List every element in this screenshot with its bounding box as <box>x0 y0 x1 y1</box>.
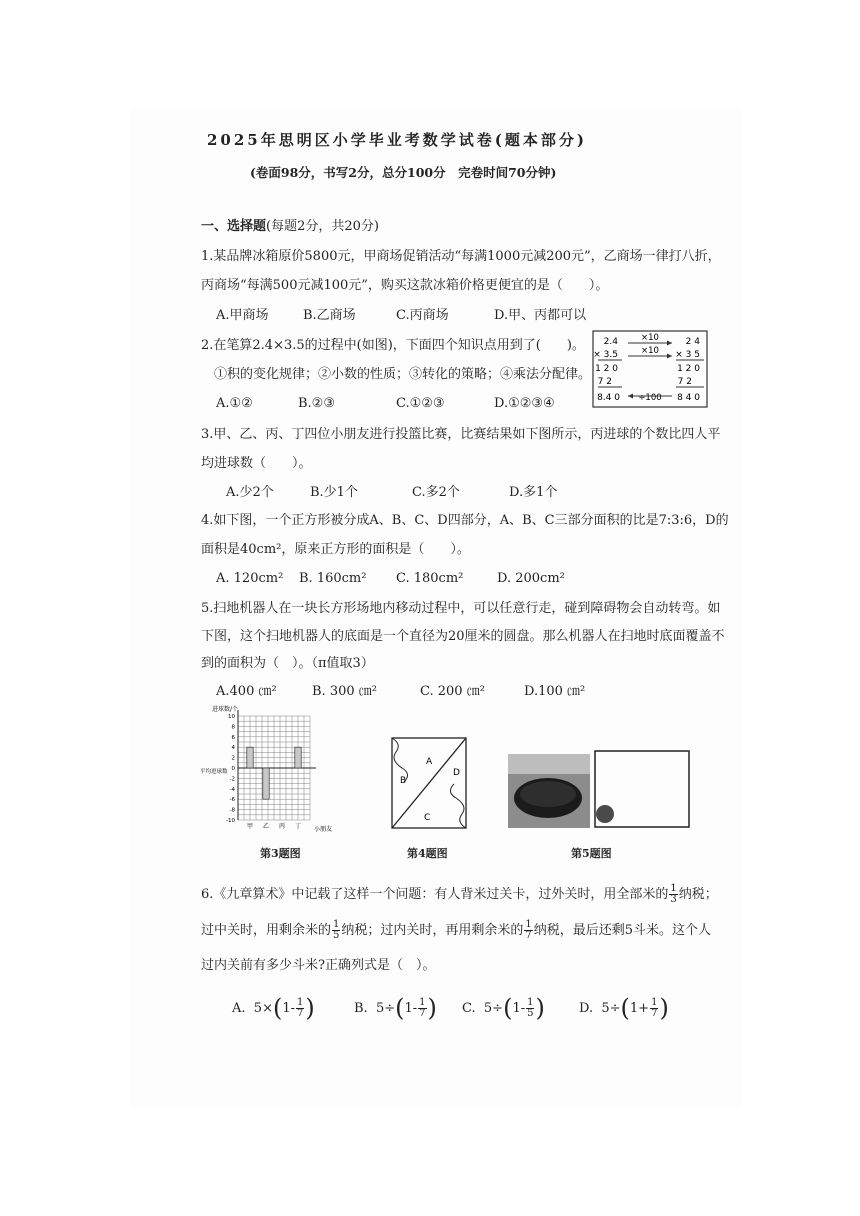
q3-option-d: D.多1个 <box>509 485 558 500</box>
y-tick-label: 10 <box>228 714 235 720</box>
q6-line2-text-c: 纳税，最后还剩5斗米。这个人 <box>533 923 712 938</box>
q5-line3: 到的面积为（ ）。（π值取3） <box>201 656 374 671</box>
q1-line2: 丙商场“每满500元减100元”，购买这款冰箱价格更便宜的是（ ）。 <box>201 278 609 293</box>
q6-fraction-3 <box>524 920 532 941</box>
q6-option-d: D. 5÷ ( 1+ $\frac{1}{7}$ ) <box>579 994 669 1022</box>
calc-arrowhead-3 <box>628 394 633 399</box>
q6-f1-den: 3 <box>670 894 677 905</box>
x-tick-label: 丁 <box>294 823 302 830</box>
section-title: 一、选择题 <box>201 219 267 234</box>
q6-opt-b-num: 1 <box>419 996 426 1008</box>
y-tick-label: 4 <box>231 745 235 752</box>
y-tick-label: -2 <box>229 776 235 783</box>
q6-f3-den: 7 <box>525 930 532 941</box>
q6-opt-a-frac <box>296 998 304 1019</box>
exam-title: 2025年思明区小学毕业考数学试卷(题本部分) <box>207 131 587 149</box>
curve-d <box>450 784 466 828</box>
q4-option-b: B. 160cm² <box>299 571 367 586</box>
q6-option-c: C. 5÷ ( 1- $\frac{1}{5}$ ) <box>462 994 545 1022</box>
chart-xlabel: 小朋友 <box>314 826 333 833</box>
x-tick-label: 甲 <box>246 823 254 830</box>
q6-opt-c-num: 1 <box>527 996 534 1008</box>
q6-opt-d-den: 7 <box>651 1007 658 1019</box>
q2-line1: 2.在笔算2.4×3.5的过程中(如图)，下面四个知识点用到了( )。 <box>201 338 585 353</box>
q6-opt-b-frac <box>418 998 426 1019</box>
q6-line1-text-b: 纳税； <box>678 887 718 902</box>
calc-right-4: 7 2 <box>677 377 692 387</box>
q2-option-a: A.①② <box>216 396 253 411</box>
q1-option-d: D.甲、丙都可以 <box>494 308 587 323</box>
q5-line2: 下图，这个扫地机器人的底面是一个直径为20厘米的圆盘。那么机器人在扫地时底面覆盖不 <box>201 629 725 644</box>
q4-line1: 4.如下图，一个正方形被分成A、B、C、D四部分，A、B、C三部分面积的比是7:3:6，D的 <box>201 513 729 528</box>
fig5-figure <box>508 748 692 830</box>
y-tick-label: 8 <box>231 724 235 731</box>
q2-line2: ①积的变化规律；②小数的性质；③转化的策略；④乘法分配律。 <box>214 367 592 382</box>
x-tick-label: 丙 <box>278 823 286 830</box>
calc-left-3: 1 2 0 <box>595 364 618 374</box>
q6-opt-c-expr: 5÷ <box>483 1000 504 1016</box>
q6-f2-num: 1 <box>333 919 340 930</box>
y-tick-label: -10 <box>226 818 235 824</box>
q6-fraction-1 <box>669 884 677 905</box>
q2-option-d: D.①②③④ <box>494 396 555 411</box>
section-heading <box>201 219 379 235</box>
q6-opt-c-frac <box>526 998 534 1019</box>
q6-line2-text-b: 纳税；过内关时，再用剩余米的 <box>341 923 524 938</box>
section-note: (每题2分，共20分) <box>266 219 379 234</box>
calc-arrowhead-2 <box>667 354 672 359</box>
y-tick-label: 0 <box>231 766 235 772</box>
exam-subtitle: (卷面98分，书写2分，总分100分 完卷时间70分钟) <box>250 165 557 180</box>
q2-option-c: C.①②③ <box>396 396 445 411</box>
y-tick-label: 2 <box>231 755 235 762</box>
q3-line2: 均进球数（ ）。 <box>201 456 312 471</box>
x-tick-label: 乙 <box>262 823 270 830</box>
robot-top-image <box>520 781 576 807</box>
calc-op-1: ×10 <box>641 333 659 343</box>
fig4-caption: 第4题图 <box>407 847 448 860</box>
calc-left-4: 7 2 <box>597 377 612 387</box>
q6-opt-d-expr: 5÷ <box>601 1000 621 1016</box>
q5-option-b: B. 300 ㎝² <box>312 684 377 699</box>
robot-photo-top <box>508 754 590 774</box>
q6-opt-a-den: 7 <box>297 1007 304 1019</box>
q6-opt-a-num: 1 <box>297 996 304 1008</box>
q1-option-b: B.乙商场 <box>303 308 356 323</box>
q1-line1: 1.某品牌冰箱原价5800元，甲商场促销活动“每满1000元减200元”，乙商场一律打八折， <box>201 249 721 264</box>
q6-f2-den: 5 <box>333 930 340 941</box>
q6-opt-d-num: 1 <box>651 996 658 1008</box>
q5-option-d: D.100 ㎝² <box>524 684 586 699</box>
calc-left-5: 8.4 0 <box>597 393 620 403</box>
calc-op-2: ×10 <box>641 346 659 356</box>
calc-op-3: ÷100 <box>638 393 662 403</box>
q5-option-a: A.400 ㎝² <box>216 684 277 699</box>
bar-2 <box>263 768 269 799</box>
bar-4 <box>295 747 301 768</box>
chart-ylabel: 进球数/个 <box>212 706 239 713</box>
region-a-label: A <box>426 757 433 767</box>
q6-opt-a-label: A. <box>232 1000 246 1016</box>
fig3-caption: 第3题图 <box>260 847 301 860</box>
calc-left-2: × 3.5 <box>593 350 618 360</box>
fig5-caption: 第5题图 <box>571 847 612 860</box>
q6-line1-text-a: 6.《九章算术》中记载了这样一个问题：有人背米过关卡，过外关时，用全部米的 <box>201 887 669 902</box>
q4-option-a: A. 120cm² <box>216 571 284 586</box>
q6-opt-c-inner: 1- <box>512 1000 526 1016</box>
q4-option-d: D. 200cm² <box>497 571 565 586</box>
q6-line2-text-a: 过中关时，用剩余米的 <box>201 923 332 938</box>
q6-opt-c-label: C. <box>462 1000 476 1016</box>
calc-right-5: 8 4 0 <box>677 393 700 403</box>
q6-opt-d-frac <box>650 998 658 1019</box>
q6-f3-num: 1 <box>525 919 532 930</box>
q2-option-b: B.②③ <box>298 396 335 411</box>
q6-line1 <box>201 884 718 905</box>
y-tick-label: 6 <box>231 734 235 741</box>
calc-left-1: 2.4 <box>603 337 618 347</box>
q5-option-c: C. 200 ㎝² <box>420 684 485 699</box>
calc-right-3: 1 2 0 <box>677 364 700 374</box>
bar-1 <box>247 747 253 768</box>
chart-reference-label: 平均进球数 <box>200 769 228 775</box>
q6-opt-a-inner: 1- <box>282 1000 296 1016</box>
q6-opt-b-label: B. <box>354 1000 368 1016</box>
q6-option-b: B. 5÷ ( 1- $\frac{1}{7}$ ) <box>354 994 437 1022</box>
y-tick-label: -4 <box>229 786 235 793</box>
region-b-label: B <box>400 776 407 786</box>
q1-option-a: A.甲商场 <box>216 308 269 323</box>
y-tick-label: -8 <box>229 807 235 814</box>
q3-option-a: A.少2个 <box>226 485 274 500</box>
q6-opt-d-label: D. <box>579 1000 594 1016</box>
region-d-label: D <box>453 768 460 778</box>
q5-line1: 5.扫地机器人在一块长方形场地内移动过程中，可以任意行走，碰到障碍物会自动转弯。如 <box>201 601 721 616</box>
q6-option-a: A. 5× ( 1- $\frac{1}{7}$ ) <box>232 994 315 1022</box>
fig3-bar-chart <box>200 702 350 842</box>
q3-line1: 3.甲、乙、丙、丁四位小朋友进行投篮比赛，比赛结果如下图所示，丙进球的个数比四人平 <box>201 427 721 442</box>
q6-opt-b-inner: 1- <box>404 1000 418 1016</box>
fig4-square-figure <box>390 736 470 832</box>
q6-opt-b-expr: 5÷ <box>375 1000 396 1016</box>
q4-option-c: C. 180cm² <box>396 571 464 586</box>
calc-right-1: 2 4 <box>685 337 700 347</box>
q3-option-b: B.少1个 <box>310 485 358 500</box>
q6-line3: 过内关前有多少斗米?正确列式是（ ）。 <box>201 958 436 973</box>
q6-f1-num: 1 <box>670 883 677 894</box>
q3-option-c: C.多2个 <box>412 485 460 500</box>
calc-right-2: × 3 5 <box>675 350 700 360</box>
y-tick-label: -6 <box>229 797 235 804</box>
q1-option-c: C.丙商场 <box>396 308 449 323</box>
q6-opt-d-inner: 1+ <box>629 1000 650 1016</box>
q6-opt-b-den: 7 <box>419 1007 426 1019</box>
q6-opt-c-den: 5 <box>527 1007 534 1019</box>
region-c-label: C <box>424 813 431 823</box>
calc-arrowhead-1 <box>667 341 672 346</box>
robot-disk <box>596 805 614 823</box>
q6-fraction-2 <box>332 920 340 941</box>
q2-calc-figure <box>592 330 708 408</box>
q4-line2: 面积是40cm²，原来正方形的面积是（ ）。 <box>201 542 470 557</box>
q6-opt-a-expr: 5× <box>253 1000 273 1016</box>
q6-line2 <box>201 920 711 941</box>
